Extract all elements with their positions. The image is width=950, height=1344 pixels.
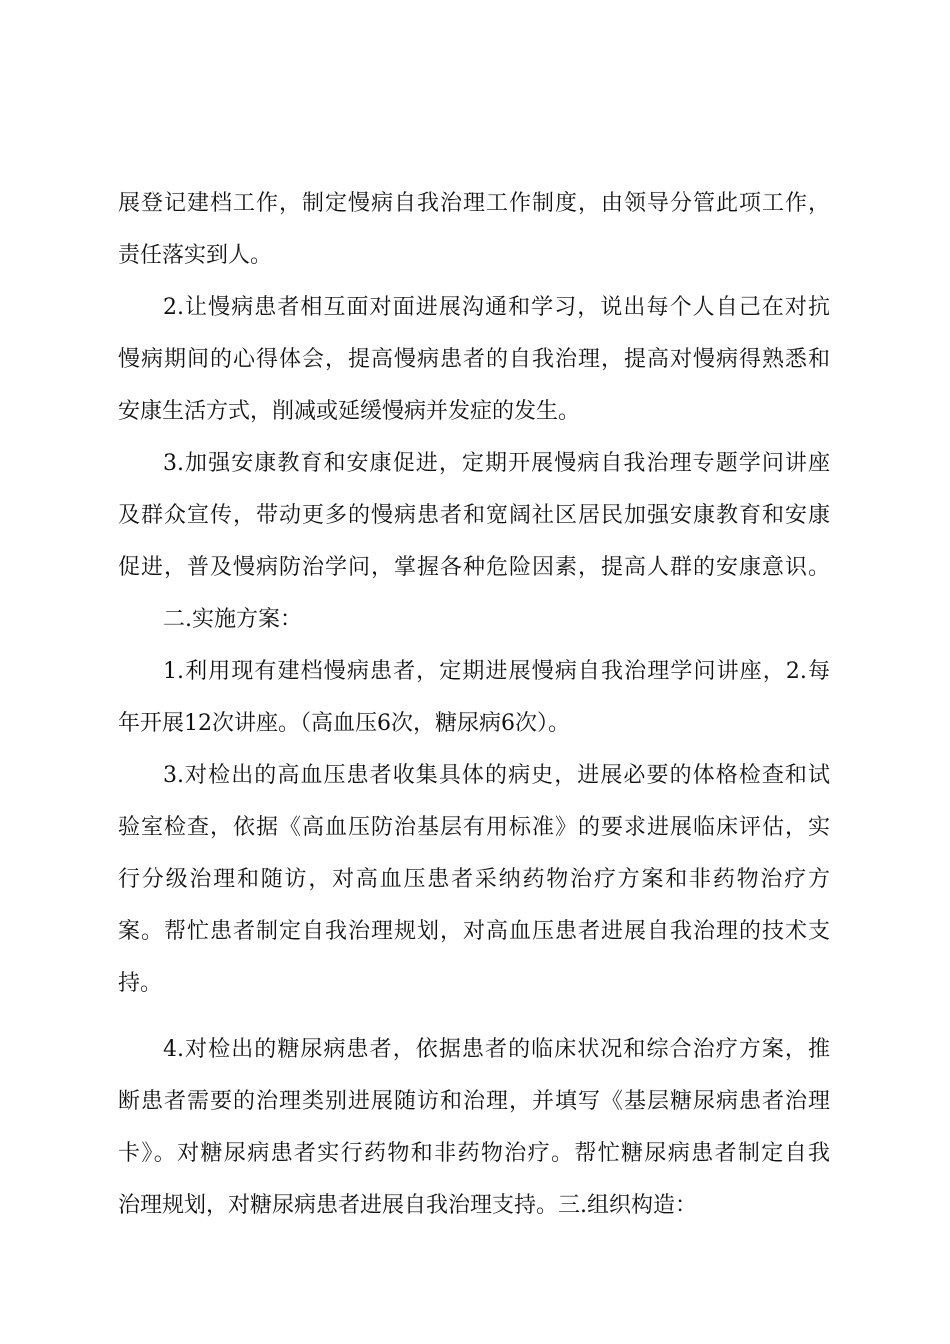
paragraph-text: 1.利用现有建档慢病患者，定期进展慢病自我治理学问讲座，2.每 — [163, 659, 830, 684]
text-line — [0, 184, 950, 224]
paragraph-text: 促进，普及慢病防治学问，掌握各种危险因素，提高人群的安康意识。 — [118, 555, 830, 580]
paragraph-text: 持。 — [118, 971, 163, 996]
text-line — [0, 964, 950, 1004]
text-line — [0, 860, 950, 900]
text-line — [0, 600, 950, 640]
paragraph-text: 责任落实到人。 — [118, 243, 273, 268]
text-line — [0, 1030, 950, 1070]
paragraph-text: 卡》。对糖尿病患者实行药物和非药物治疗。帮忙糖尿病患者制定自我 — [118, 1141, 830, 1166]
text-line — [0, 912, 950, 952]
text-line — [0, 1082, 950, 1122]
paragraph-text: 4.对检出的糖尿病患者，依据患者的临床状况和综合治疗方案，推 — [163, 1037, 830, 1062]
text-line — [0, 496, 950, 536]
text-line — [0, 288, 950, 328]
text-line — [0, 392, 950, 432]
text-line — [0, 444, 950, 484]
paragraph-text: 验室检查，依据《高血压防治基层有用标准》的要求进展临床评估，实 — [118, 815, 830, 840]
paragraph-text: 年开展12次讲座。（高血压6次，糖尿病6次）。 — [118, 711, 570, 736]
paragraph-text: 慢病期间的心得体会，提高慢病患者的自我治理，提高对慢病得熟悉和 — [118, 347, 830, 372]
paragraph-text: 展登记建档工作，制定慢病自我治理工作制度，由领导分管此项工作， — [118, 191, 830, 216]
paragraph-text: 行分级治理和随访，对高血压患者采纳药物治疗方案和非药物治疗方 — [118, 867, 830, 892]
text-line — [0, 756, 950, 796]
paragraph-text: 2.让慢病患者相互面对面进展沟通和学习，说出每个人自己在对抗 — [163, 295, 830, 320]
text-line — [0, 652, 950, 692]
section-heading: 二.实施方案： — [163, 607, 302, 632]
text-line — [0, 340, 950, 380]
text-line — [0, 548, 950, 588]
paragraph-text: 3.对检出的高血压患者收集具体的病史，进展必要的体格检查和试 — [163, 763, 830, 788]
paragraph-text: 治理规划，对糖尿病患者进展自我治理支持。三.组织构造： — [118, 1193, 697, 1218]
text-line — [0, 808, 950, 848]
text-line — [0, 1186, 950, 1226]
text-line — [0, 704, 950, 744]
paragraph-text: 及群众宣传，带动更多的慢病患者和宽阔社区居民加强安康教育和安康 — [118, 503, 830, 528]
paragraph-text: 断患者需要的治理类别进展随访和治理，并填写《基层糖尿病患者治理 — [118, 1089, 830, 1114]
text-line — [0, 1134, 950, 1174]
text-line — [0, 236, 950, 276]
paragraph-text: 3.加强安康教育和安康促进，定期开展慢病自我治理专题学问讲座 — [163, 451, 830, 476]
paragraph-text: 案。帮忙患者制定自我治理规划，对高血压患者进展自我治理的技术支 — [118, 919, 830, 944]
paragraph-text: 安康生活方式，削减或延缓慢病并发症的发生。 — [118, 399, 581, 424]
